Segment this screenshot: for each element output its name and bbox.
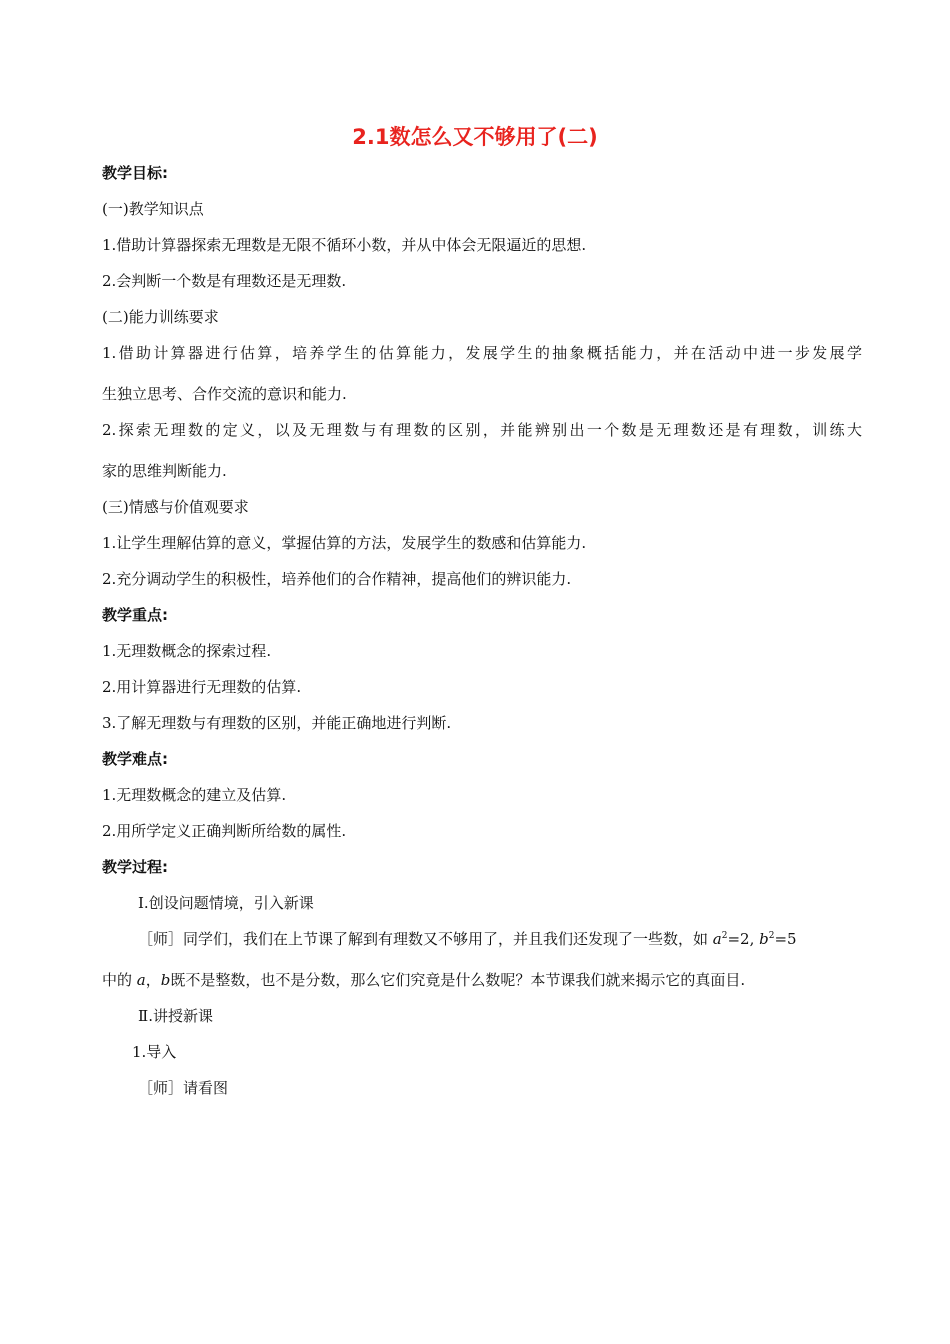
teacher-paragraph-line-1 [138,928,862,950]
key-point-1: 1.无理数概念的探索过程. [102,642,272,660]
step-2-heading: Ⅱ.讲授新课 [138,1007,213,1025]
exponent: 2 [768,931,775,941]
equation-part: =5 [774,930,797,948]
knowledge-heading: (一)教学知识点 [102,200,204,218]
knowledge-item-1: 1.借助计算器探索无理数是无限不循环小数，并从中体会无限逼近的思想. [102,236,587,254]
teacher-paragraph-line-2 [102,969,862,991]
emotion-heading: (三)情感与价值观要求 [102,498,249,516]
variable-a: a [712,930,722,948]
difficulty-1: 1.无理数概念的建立及估算. [102,786,287,804]
ability-item-2-line-1: 2.探索无理数的定义，以及无理数与有理数的区别，并能辨别出一个数是无理数还是有理数，训练大 [102,421,862,439]
knowledge-item-2: 2.会判断一个数是有理数还是无理数. [102,272,347,290]
page-title: 2.1数怎么又不够用了(二) [352,125,598,149]
sub-step-1-heading: 1.导入 [132,1043,177,1061]
ability-heading: (二)能力训练要求 [102,308,219,326]
text-fragment: ， [145,971,161,989]
teacher-instruction: ［师］请看图 [138,1079,229,1097]
step-1-heading: Ⅰ.创设问题情境，引入新课 [138,894,314,912]
text-fragment: 中的 [102,971,137,989]
objectives-heading: 教学目标: [102,164,168,182]
ability-item-1-line-2: 生独立思考、合作交流的意识和能力. [102,385,347,403]
ability-item-2-line-2: 家的思维判断能力. [102,462,227,480]
key-point-3: 3.了解无理数与有理数的区别，并能正确地进行判断. [102,714,452,732]
variable-b: b [759,930,769,948]
exponent: 2 [721,931,728,941]
teacher-text: ［师］同学们，我们在上节课了解到有理数又不够用了，并且我们还发现了一些数，如 [138,930,713,948]
variable-a: a [136,971,146,989]
difficulties-heading: 教学难点: [102,750,168,768]
process-heading: 教学过程: [102,858,168,876]
ability-item-1-line-1: 1.借助计算器进行估算，培养学生的估算能力，发展学生的抽象概括能力，并在活动中进一步发展学 [102,344,862,362]
key-point-2: 2.用计算器进行无理数的估算. [102,678,302,696]
key-points-heading: 教学重点: [102,606,168,624]
variable-b: b [160,971,171,989]
text-fragment: 既不是整数，也不是分数，那么它们究竟是什么数呢？本节课我们就来揭示它的真面目. [170,971,746,989]
emotion-item-2: 2.充分调动学生的积极性，培养他们的合作精神，提高他们的辨识能力. [102,570,572,588]
difficulty-2: 2.用所学定义正确判断所给数的属性. [102,822,347,840]
equation-part: =2, [727,930,760,948]
emotion-item-1: 1.让学生理解估算的意义，掌握估算的方法，发展学生的数感和估算能力. [102,534,587,552]
